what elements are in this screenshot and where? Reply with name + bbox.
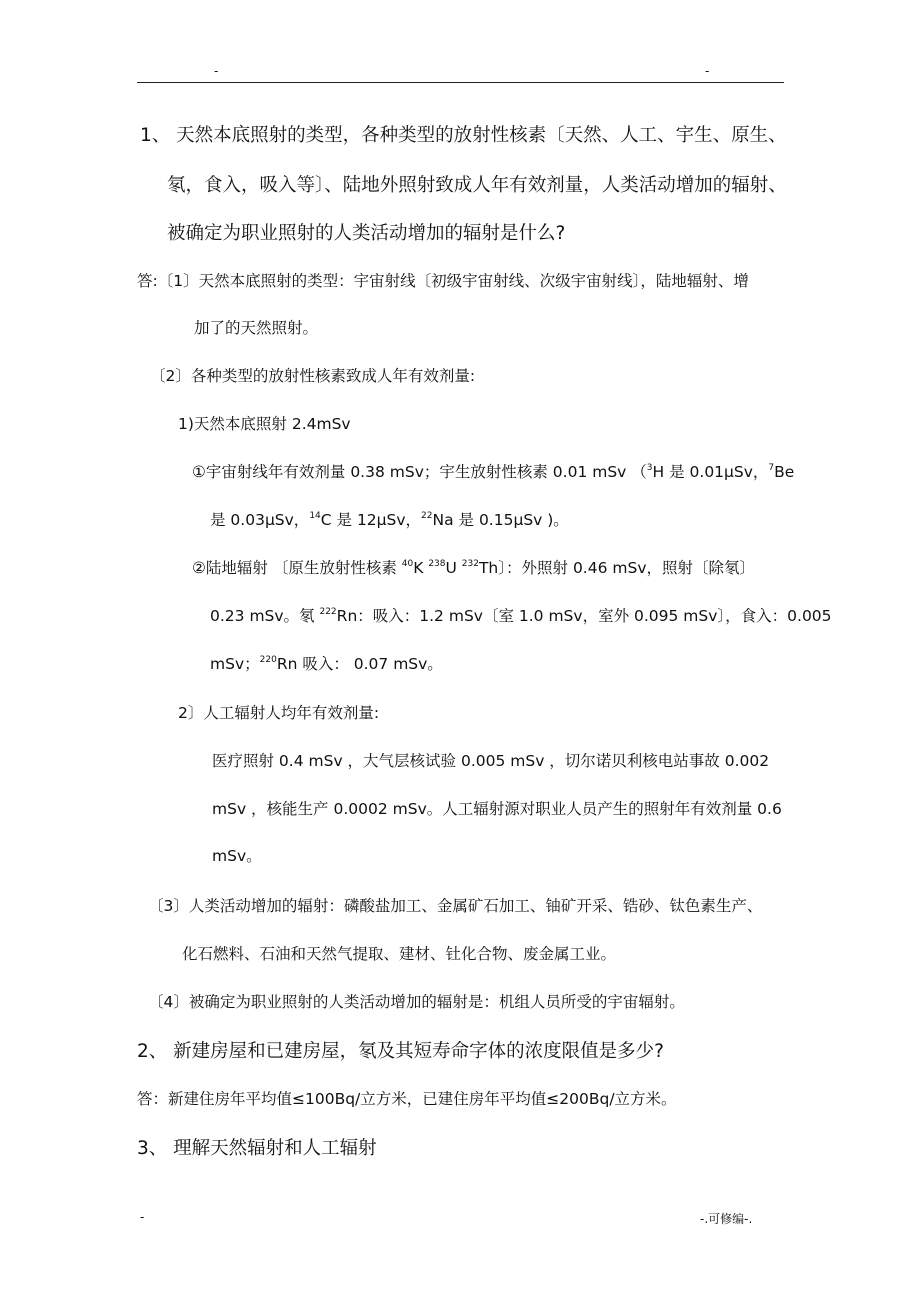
text-run: C 是 12μSv， [320,511,422,529]
text-run: mSv ，核能生产 0.0002 mSv。人工辐射源对职业人员产生的照射年有效剂量 0.6 [212,800,782,818]
text-line [178,706,379,722]
text-run: 〔4〕被确定为职业照射的人类活动增加的辐射是：机组人员所受的宇宙辐射。 [148,993,685,1011]
text-line [212,802,782,818]
isotope-mass-number: 222 [319,607,337,617]
text-line [167,225,565,244]
text-run: 1)天然本底照射 2.4mSv [178,415,351,433]
isotope-mass-number: 7 [768,463,775,473]
text-line [148,899,762,915]
text-run: Rn 吸入： 0.07 mSv。 [276,655,443,673]
text-run: 答:〔1〕天然本底照射的类型：宇宙射线〔初级宇宙射线、次级宇宙射线〕，陆地辐射、增 [137,272,749,290]
text-run: Th〕：外照射 0.46 mSv，照射〔除氡〕 [478,559,755,577]
text-line [210,609,832,625]
text-run: 〔2〕各种类型的放射性核素致成人年有效剂量: [150,367,476,385]
text-line [182,947,616,963]
text-line [210,513,569,529]
text-run: ②陆地辐射 〔原生放射性核素 [192,559,402,577]
isotope-mass-number: 14 [309,511,321,521]
text-run: 1、 天然本底照射的类型，各种类型的放射性核素〔天然、人工、宇生、原生、 [140,125,787,146]
text-run: Be [774,463,795,481]
text-line [212,849,262,865]
footer-left-mark: - [140,1210,145,1224]
text-run: mSv； [210,655,260,673]
text-run: 0.23 mSv。氡 [210,607,320,625]
text-line [137,1092,677,1108]
text-line [192,561,755,577]
text-run: 氡，食入，吸入等〕、陆地外照射致成人年有效剂量，人类活动增加的辐射、 [167,175,787,196]
text-line [148,995,685,1011]
text-run: 〔3〕人类活动增加的辐射：磷酸盐加工、金属矿石加工、铀矿开采、锆砂、钛色素生产、 [148,897,763,915]
header-rule [137,82,784,83]
text-run: 化石燃料、石油和天然气提取、建材、钍化合物、废金属工业。 [182,945,617,963]
isotope-mass-number: 3 [646,463,653,473]
text-line [150,369,475,385]
text-line [178,417,351,433]
text-run: 被确定为职业照射的人类活动增加的辐射是什么? [167,223,566,244]
isotope-mass-number: 232 [461,559,479,569]
text-line [192,465,794,481]
text-run: 加了的天然照射。 [194,319,319,337]
text-line [210,657,443,673]
text-line [212,754,769,770]
text-run: 2、 新建房屋和已建房屋，氡及其短寿命字体的浓度限值是多少? [137,1041,664,1062]
text-run: mSv。 [212,847,262,865]
text-run: 医疗照射 0.4 mSv ，大气层核试验 0.005 mSv ，切尔诺贝利核电站事故 0.002 [212,752,770,770]
text-run: ①宇宙射线年有效剂量 0.38 mSv；宇生放射性核素 0.01 mSv （ [192,463,647,481]
isotope-mass-number: 220 [259,655,277,665]
text-line [140,127,787,146]
text-run: H 是 0.01μSv， [652,463,769,481]
text-line [137,274,749,290]
isotope-mass-number: 40 [401,559,414,569]
text-line [194,321,318,337]
text-run: 答：新建住房年平均值≤100Bq/立方米，已建住房年平均值≤200Bq/立方米。 [137,1090,677,1108]
text-run: Na 是 0.15μSv )。 [432,511,569,529]
text-run: 3、 理解天然辐射和人工辐射 [137,1138,377,1159]
text-run: Rn：吸入：1.2 mSv〔室 1.0 mSv，室外 0.095 mSv〕，食入：0.005 [336,607,832,625]
text-run: U [445,559,462,577]
header-left-mark: - [214,64,219,78]
text-line [137,1043,664,1062]
text-line [167,177,787,196]
text-run: K [413,559,429,577]
isotope-mass-number: 22 [421,511,433,521]
text-line [137,1140,377,1159]
footer-editable-note: -.可修编-. [700,1212,753,1226]
text-run: 是 0.03μSv， [210,511,310,529]
isotope-mass-number: 238 [428,559,446,569]
text-run: 2〕人工辐射人均年有效剂量: [178,704,380,722]
header-right-mark: - [705,64,710,78]
